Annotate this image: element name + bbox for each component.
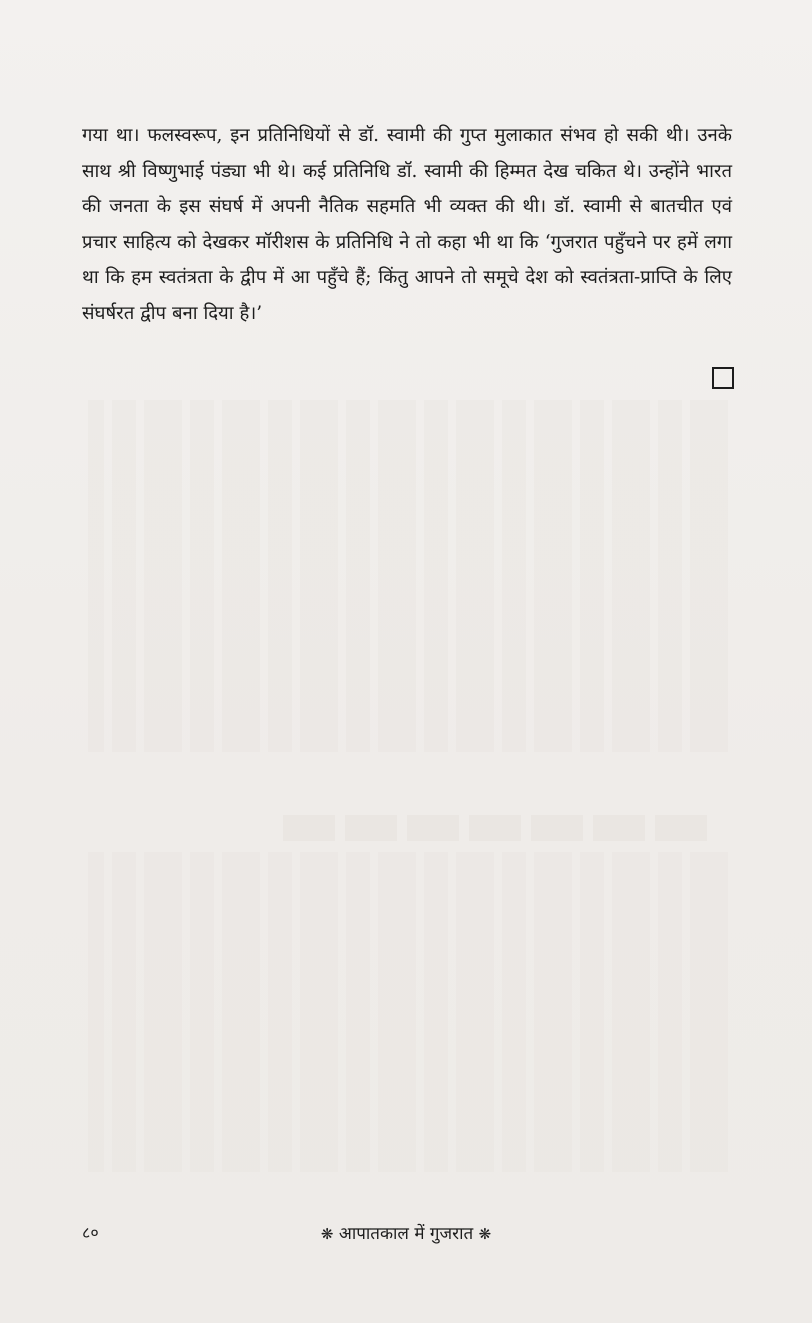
ornament-star-icon-right: ❋ [478, 1225, 492, 1243]
page-number: ८० [82, 1223, 99, 1242]
page-footer [0, 1221, 812, 1251]
bleed-through-heading [88, 815, 728, 841]
body-paragraph [82, 118, 732, 332]
end-of-section-square-icon [712, 367, 734, 389]
ornament-star-icon-left: ❋ [320, 1225, 334, 1243]
bleed-through-text [88, 400, 728, 752]
running-title [0, 1221, 812, 1244]
bleed-through-text-2 [88, 852, 728, 1172]
running-title-text: आपातकाल में गुजरात [338, 1224, 474, 1244]
paragraph-text: गया था। फलस्वरूप, इन प्रतिनिधियों से डॉ. स्वामी की गुप्त मुलाकात संभव हो सकी थी। उनके साथ श्री विष्णुभाई पंड्या भी थे। कई प्रतिनिधि डॉ. स्वामी की हिम्मत देख चकित थे। उन्होंने भारत की जनता के इस संघर्ष में अपनी नैतिक सहमति भी व्यक्त की थी। डॉ. स्वामी से बातचीत एवं प्रचार साहित्य को देखकर मॉरीशस के प्रतिनिधि ने तो कहा भी था कि ‘गुजरात पहुँचने पर हमें लगा था कि हम स्वतंत्रता के द्वीप में आ पहुँचे हैं; किंतु आपने तो समूचे देश को स्वतंत्रता-प्राप्ति के लिए संघर्षरत द्वीप बना दिया है।’ [82, 125, 732, 324]
